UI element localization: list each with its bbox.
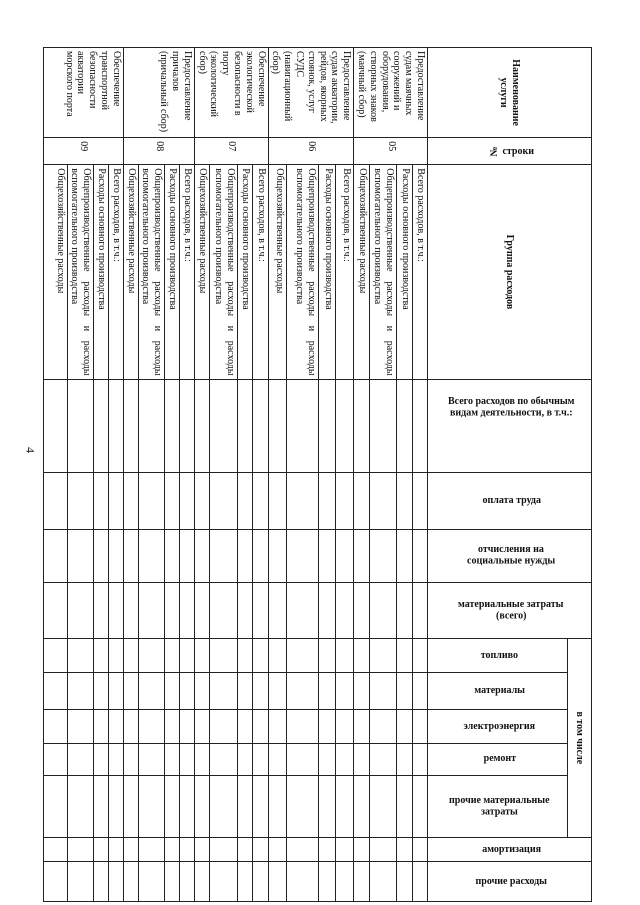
table-row — [210, 48, 238, 902]
expense-group: Всего расходов, в т.ч.: — [412, 165, 427, 379]
header-wages: оплата труда — [428, 473, 592, 529]
table-row — [369, 48, 397, 902]
expense-group: Общепроизводственные расходы и расходы вспомогательного производства — [286, 165, 318, 379]
expense-group: Расходы основного производства — [397, 165, 412, 379]
header-total: Всего расходов по обычным видам деятельности, в т.ч.: — [428, 379, 592, 473]
expense-group: Всего расходов, в т.ч.: — [180, 165, 195, 379]
expense-group: Всего расходов, в т.ч.: — [336, 165, 354, 379]
expense-group: Общехозяйственные расходы — [43, 165, 67, 379]
table-row — [94, 48, 109, 902]
table-row — [397, 48, 412, 902]
row-number: 07 — [194, 138, 268, 165]
table-row — [180, 48, 195, 902]
header-row-no: № строки — [428, 138, 592, 165]
expense-group: Общепроизводственные расходы и расходы вспомогательного производства — [369, 165, 397, 379]
row-number: 09 — [43, 138, 123, 165]
expense-group: Расходы основного производства — [237, 165, 252, 379]
row-number: 08 — [123, 138, 194, 165]
table-row — [336, 48, 354, 902]
header-material-total: материальные затраты (всего) — [428, 582, 592, 638]
expense-group: Всего расходов, в т.ч.: — [109, 165, 124, 379]
table-row — [123, 48, 138, 902]
expense-group: Общепроизводственные расходы и расходы вспомогательного производства — [210, 165, 238, 379]
row-number: 06 — [268, 138, 354, 165]
header-repair: ремонт — [428, 743, 568, 775]
expense-group: Расходы основного производства — [165, 165, 180, 379]
header-including: в том числе — [568, 639, 592, 838]
table-row — [318, 48, 336, 902]
table-row — [286, 48, 318, 902]
service-name: Обеспечение экологической безопасности в порту (экологический сбор) — [194, 48, 268, 138]
service-name: Предоставление причалов (причальный сбор) — [123, 48, 194, 138]
table-row — [237, 48, 252, 902]
table-row — [67, 48, 94, 902]
header-other-material: прочие материальные затраты — [428, 775, 568, 837]
expense-group: Расходы основного производства — [318, 165, 336, 379]
table-row — [165, 48, 180, 902]
header-service: Наименование услуги — [428, 48, 592, 138]
expense-group: Общехозяйственные расходы — [123, 165, 138, 379]
table-row — [268, 48, 286, 902]
table-row — [253, 48, 268, 902]
table-row — [109, 48, 124, 902]
row-number: 05 — [354, 138, 428, 165]
expense-group: Общехозяйственные расходы — [268, 165, 286, 379]
expense-group: Расходы основного производства — [94, 165, 109, 379]
header-other-expenses: прочие расходы — [428, 862, 592, 902]
expense-group: Общехозяйственные расходы — [354, 165, 369, 379]
table-row — [194, 48, 209, 902]
expense-group: Общепроизводственные расходы и расходы вспомогательного производства — [67, 165, 94, 379]
service-name: Обеспечение транспортной безопасности акватории морского порта — [43, 48, 123, 138]
header-social: отчисления на социальные нужды — [428, 529, 592, 582]
header-electricity: электроэнергия — [428, 710, 568, 744]
header-depreciation: амортизация — [428, 837, 592, 862]
table-row — [412, 48, 427, 902]
expense-group: Общехозяйственные расходы — [194, 165, 209, 379]
expenses-table-rotated — [54, 47, 592, 902]
expenses-table — [43, 47, 592, 902]
page-number: 4 — [23, 447, 38, 453]
header-materials: материалы — [428, 672, 568, 709]
expense-group: Общепроизводственные расходы и расходы вспомогательного производства — [138, 165, 165, 379]
table-row — [43, 48, 67, 902]
header-group: Группа расходов — [428, 165, 592, 379]
table-body — [43, 48, 427, 902]
service-name: Предоставление судам маячных сооружений и оборудования, створных знаков (маячный сбор) — [354, 48, 428, 138]
table-row — [354, 48, 369, 902]
table-row — [138, 48, 165, 902]
expense-group: Всего расходов, в т.ч.: — [253, 165, 268, 379]
header-fuel: топливо — [428, 639, 568, 673]
service-name: Предоставление судам акватории, рейдов, якорных стоянок, услуг СУДС (навигационный сбор) — [268, 48, 354, 138]
